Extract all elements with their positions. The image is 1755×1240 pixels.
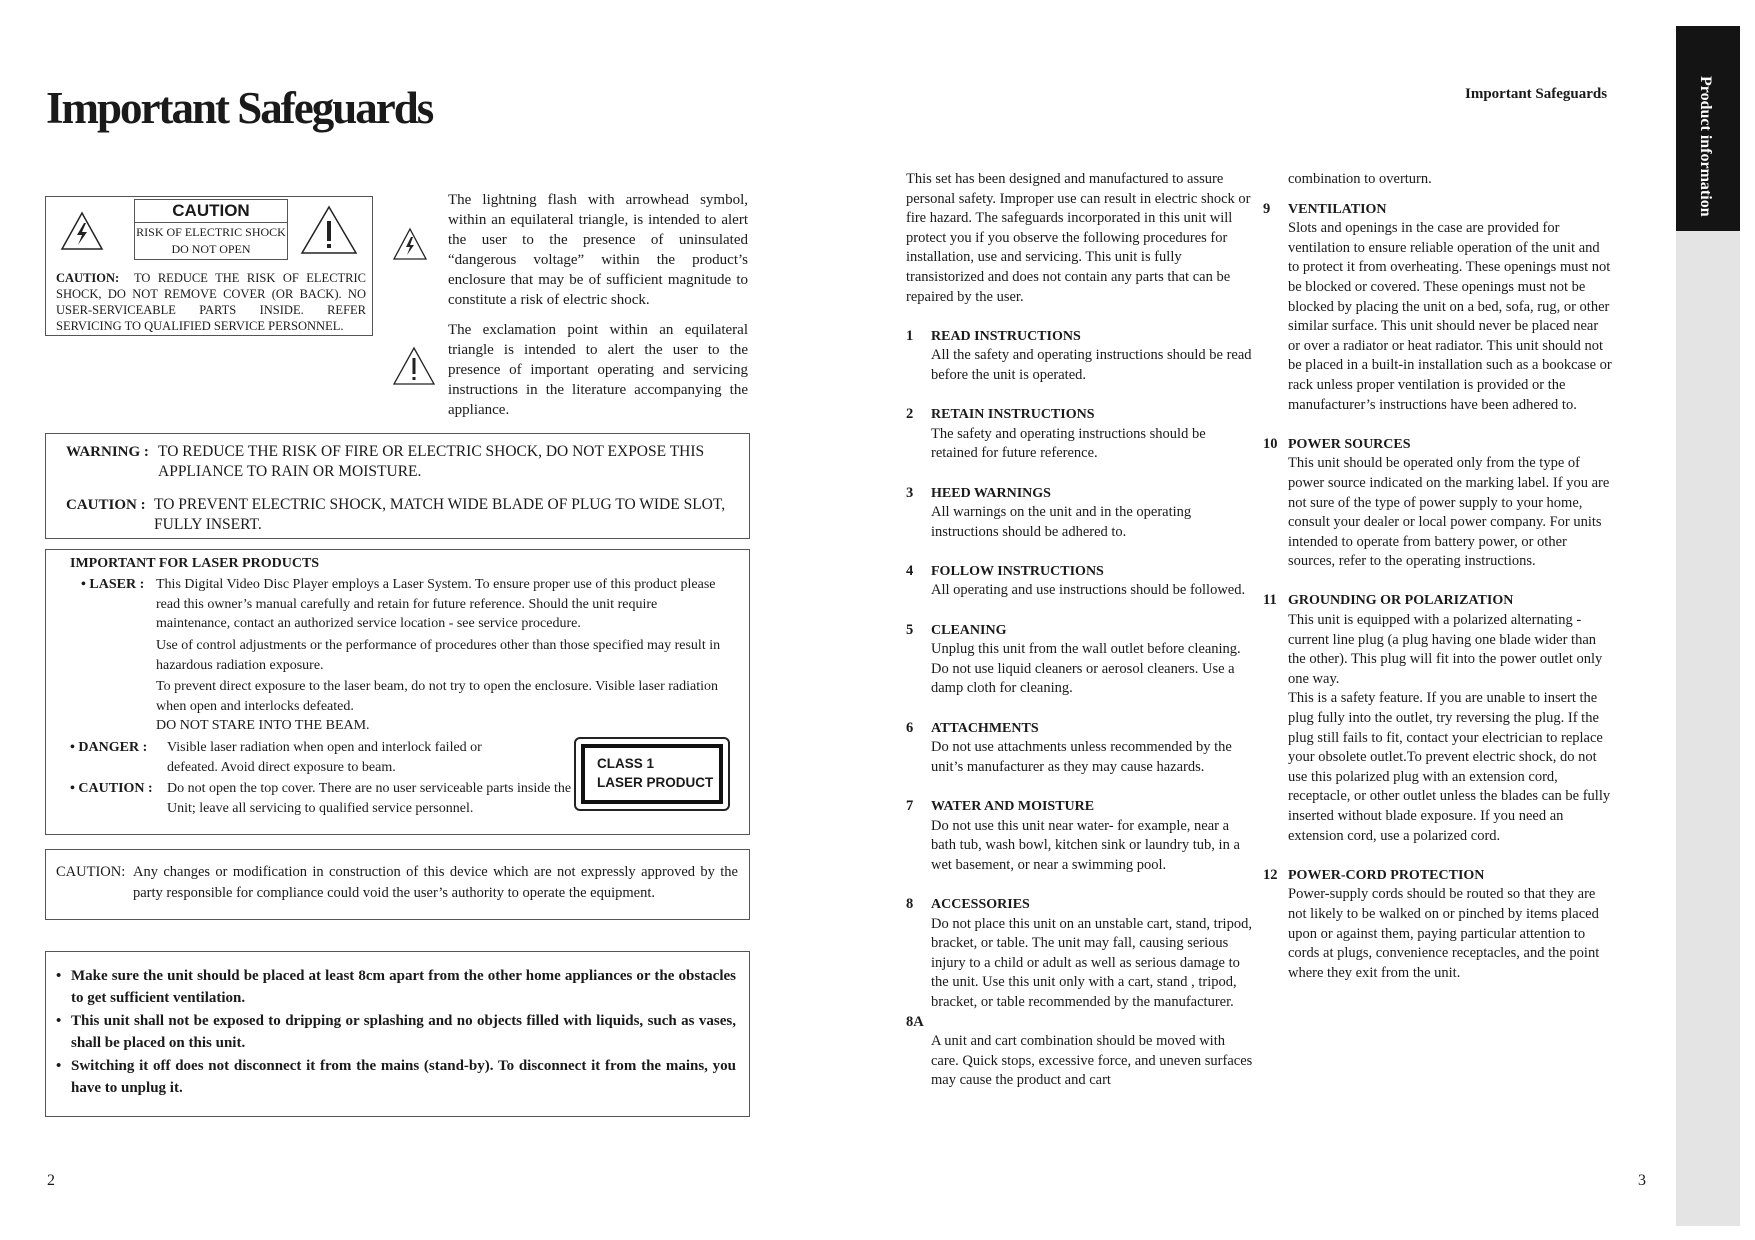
item-heading: VENTILATION (1288, 201, 1387, 217)
item-number: 6 (906, 719, 914, 736)
lightning-symbol-icon (392, 227, 428, 261)
safeguard-item (906, 895, 1254, 1013)
item-text: Slots and openings in the case are provided for ventilation to ensure reliable operation of the unit and to protect it from overheating. These openings must not be blocked or covered. These openings must not be blocked by placing the unit on a bed, sofa, rug, or other similar surface. This unit should never be placed near or over a radiator or heat radiator. This unit should not be placed in a built-in installation such as a bookcase or rack unless proper ventilation is provided or the manufacturer’s instructions have been adhered to. (1288, 220, 1612, 413)
item-text: Power-supply cords should be routed so that they are not likely to be walked on or pinched by items placed upon or against them, paying particular attention to cords at plugs, convenience receptacles, and the point where they exit from the unit. (1288, 886, 1600, 981)
safeguard-item (906, 719, 1254, 778)
caution-line: CAUTION : TO PREVENT ELECTRIC SHOCK, MATCH WIDE BLADE OF PLUG TO WIDE SLOT, FULLY INSERT. (66, 496, 726, 533)
laser-p3: To prevent direct exposure to the laser beam, do not try to open the enclosure. Visible laser radiation when open and interlocks defeated. (156, 679, 719, 714)
note-2: • This unit shall not be exposed to dripping or splashing and no objects filled with liquids, such as vases, shall be placed on this unit. (56, 1013, 736, 1051)
item-text: The safety and operating instructions should be retained for future reference. (931, 425, 1206, 462)
exclamation-symbol-icon (392, 346, 436, 386)
danger-text: Visible laser radiation when open and interlock failed or defeated. Avoid direct exposure to beam. (167, 740, 482, 775)
item-number: 1 (906, 327, 914, 344)
item-number: 7 (906, 798, 914, 814)
safeguard-item (1263, 435, 1613, 572)
item-number: 8 (906, 895, 914, 912)
item-heading: WATER AND MOISTURE (931, 799, 1095, 814)
column-2 (1263, 170, 1613, 983)
caution-heading: CAUTION (135, 200, 287, 223)
caution3-text: Do not open the top cover. There are no user serviceable parts inside the Unit; leave all servicing to qualified service personnel. (167, 781, 572, 816)
danger-label: • DANGER : (70, 740, 148, 755)
laser-heading: IMPORTANT FOR LASER PRODUCTS (70, 556, 320, 571)
warning-line: WARNING : TO REDUCE THE RISK OF FIRE OR ELECTRIC SHOCK, DO NOT EXPOSE THIS APPLIANCE TO RAIN OR MOISTURE. (66, 443, 705, 480)
exclamation-warning-icon (300, 205, 358, 255)
class1-laser-label (574, 737, 730, 811)
item-text: A unit and cart combination should be moved with care. Quick stops, excessive force, and uneven surfaces may cause the product and cart (931, 1033, 1253, 1089)
item-number: 10 (1263, 435, 1278, 452)
caution-sub-2: DO NOT OPEN (171, 242, 251, 256)
item-heading: POWER-CORD PROTECTION (1288, 867, 1485, 883)
item-number: 5 (906, 621, 914, 638)
page-title: Important Safeguards (46, 83, 433, 133)
page-number-right: 3 (1638, 1172, 1646, 1189)
item-text: Do not place this unit on an unstable cart, stand, tripod, bracket, or table. The unit may fall, causing serious injury to a child or adult as well as serious damage to the unit. Use this unit only with a cart, stand , tripod, bracket, or table recommended by the manufacturer. (931, 915, 1252, 1010)
item-number: 9 (1263, 200, 1271, 217)
intro-text: This set has been designed and manufactured to assure personal safety. Improper use can result in electric shock or fire hazard. The safeguards incorporated in this unit will protect you if you observe the following procedures for installation, use and servicing. This unit is fully transistorized and does not contain any parts that can be repaired by the user. (906, 171, 1251, 305)
safeguard-item (1263, 866, 1613, 984)
lightning-description: The lightning flash with arrowhead symbol, within an equilateral triangle, is intended to alert the user to the presence of uninsulated “dangerous voltage” within the product’s enclosure that may be of sufficient magnitude to constitute a risk of electric shock. (448, 192, 748, 308)
item-text: All operating and use instructions should be followed. (931, 582, 1246, 599)
item-heading: FOLLOW INSTRUCTIONS (931, 563, 1104, 579)
safeguard-item (906, 1013, 1254, 1091)
continuation-text: combination to overturn. (1288, 171, 1432, 187)
item-text: Unplug this unit from the wall outlet before cleaning. Do not use liquid cleaners or aerosol cleaners. Use a damp cloth for cleaning. (931, 641, 1241, 697)
item-heading: READ INSTRUCTIONS (931, 328, 1081, 344)
item-heading: ACCESSORIES (931, 896, 1030, 912)
class1-line2: LASER PRODUCT (597, 775, 714, 790)
class1-line1: CLASS 1 (597, 756, 655, 771)
item-number: 2 (906, 406, 914, 423)
safeguard-item (906, 797, 1254, 875)
item-text: This unit is equipped with a polarized alternating - current line plug (a plug having one blade wider than the other). This plug will fit into the power outlet only one way. (1288, 612, 1603, 687)
safeguard-item (906, 327, 1254, 386)
caution-sub-1: RISK OF ELECTRIC SHOCK (136, 225, 286, 239)
caution3-label: • CAUTION : (70, 781, 153, 796)
safeguard-item (1263, 591, 1613, 846)
item-text: Do not use this unit near water- for example, near a bath tub, wash bowl, kitchen sink or laundry tub, in a wet basement, or near a swimming pool. (931, 817, 1240, 873)
safeguard-item (1263, 200, 1613, 416)
laser-p2: Use of control adjustments or the performance of procedures other than those specified may result in hazardous radiation exposure. (156, 638, 721, 673)
item-heading: RETAIN INSTRUCTIONS (931, 407, 1095, 423)
laser-p4: DO NOT STARE INTO THE BEAM. (156, 718, 370, 733)
laser-label: • LASER : (81, 577, 145, 592)
item-heading: HEED WARNINGS (931, 485, 1051, 501)
item-heading: POWER SOURCES (1288, 436, 1411, 452)
lightning-warning-icon (60, 211, 104, 251)
item-number: 11 (1263, 592, 1277, 609)
item-number: 4 (906, 562, 914, 579)
item-heading: CLEANING (931, 622, 1007, 638)
caution-text: CAUTION: TO REDUCE THE RISK OF ELECTRIC SHOCK, DO NOT REMOVE COVER (OR BACK). NO USER-SERVICEABLE PARTS INSIDE. REFER SERVICING TO QUALIFIED SERVICE PERSONNEL. (56, 271, 366, 333)
fcc-text: Any changes or modification in construction of this device which are not expressly approved by the party responsible for compliance could void the user’s authority to operate the equipment. (133, 864, 738, 901)
caution-label (134, 199, 288, 260)
item-text: This unit should be operated only from the type of power source indicated on the marking label. If you are not sure of the type of power supply to your home, consult your dealer or local power company. For units intended to operate from battery power, or other sources, refer to the operating instructions. (1288, 455, 1610, 570)
item-number: 3 (906, 484, 914, 501)
item-number: 12 (1263, 866, 1278, 883)
laser-p1: This Digital Video Disc Player employs a Laser System. To ensure proper use of this product please read this owner’s manual carefully and retain for future reference. Should the unit require maintenance, contact an authorized service location - see service procedure. (156, 577, 716, 631)
exclamation-description: The exclamation point within an equilateral triangle is intended to alert the user to the presence of important operating and servicing instructions in the literature accompanying the appliance. (448, 322, 748, 418)
safeguard-item (906, 562, 1254, 601)
safeguard-item (906, 405, 1254, 464)
side-tab[interactable]: Product information (1676, 26, 1740, 231)
item-heading: ATTACHMENTS (931, 720, 1039, 736)
page-number-left: 2 (47, 1172, 55, 1189)
fcc-caution-box (45, 849, 750, 920)
item-text-2: This is a safety feature. If you are unable to insert the plug fully into the outlet, try reversing the plug. If the plug still fails to fit, contact your electrician to replace your obsolete outlet.To prevent electric shock, do not use this polarized plug with an extension cord, receptacle, or other outlet unless the blades can be fully inserted without blade exposure. If you need an extension cord, use a polarized cord. (1288, 690, 1611, 844)
notes-box (45, 951, 750, 1117)
item-heading: GROUNDING OR POLARIZATION (1288, 593, 1514, 609)
item-text: Do not use attachments unless recommended by the unit’s manufacturer as they may cause hazards. (931, 739, 1232, 775)
safeguard-item (906, 621, 1254, 699)
side-tab-strip (1676, 231, 1740, 1226)
caution-label-box (45, 196, 373, 336)
item-text: All the safety and operating instructions should be read before the unit is operated. (931, 347, 1252, 383)
column-1 (906, 170, 1254, 1091)
safeguard-item (906, 484, 1254, 543)
running-header: Important Safeguards (1465, 86, 1608, 102)
note-1: • Make sure the unit should be placed at least 8cm apart from the other home appliances or the obstacles to get sufficient ventilation. (56, 968, 736, 1006)
item-number: 8A (906, 1013, 924, 1030)
item-text: All warnings on the unit and in the operating instructions should be adhered to. (931, 504, 1192, 540)
laser-products-box (45, 549, 750, 835)
item-heading (906, 1013, 1254, 1033)
fcc-label: CAUTION: (56, 864, 126, 880)
warning-box (45, 433, 750, 539)
note-3: • Switching it off does not disconnect it from the mains (stand-by). To disconnect it from the mains, you have to unplug it. (56, 1058, 736, 1096)
